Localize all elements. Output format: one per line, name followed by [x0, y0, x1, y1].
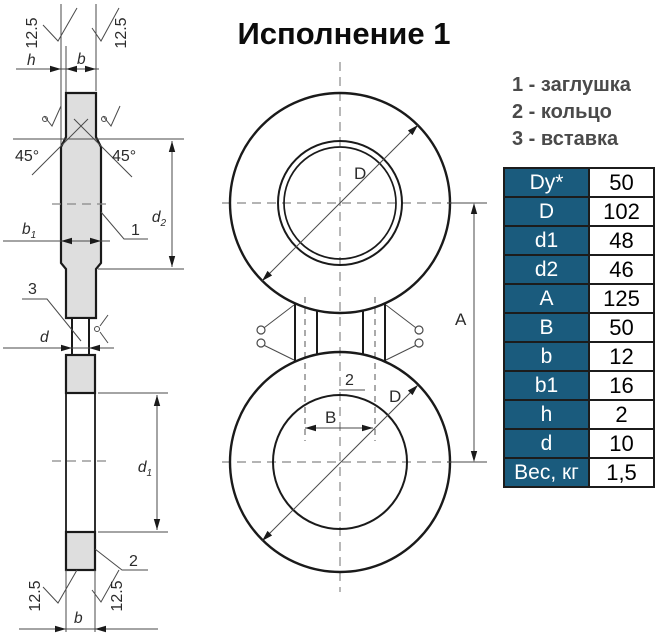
- param-cell: Dy*: [504, 168, 589, 197]
- ring-section-top: [66, 355, 95, 393]
- dim-label-B: B: [325, 408, 337, 427]
- plug-section-outline: [61, 93, 101, 318]
- ring-section-bottom: [66, 532, 95, 570]
- weld-mark-circle: [415, 326, 423, 334]
- param-cell: D: [504, 197, 589, 226]
- dim-label-d1: $d_1$: [137, 459, 152, 479]
- table-row: [504, 168, 654, 197]
- table-row: [504, 255, 654, 284]
- value-cell: 102: [589, 197, 654, 226]
- dim-label-A: A: [455, 310, 467, 329]
- roughness-label-bottom-right: 12.5: [109, 580, 126, 612]
- table-row: [504, 429, 654, 458]
- dim-label-D-top: D: [354, 164, 367, 183]
- extension-and-dim-lines: [447, 203, 487, 462]
- param-cell: Вес, кг: [504, 458, 589, 487]
- param-cell: d2: [504, 255, 589, 284]
- table-row: [504, 342, 654, 371]
- leader-line: [101, 212, 148, 239]
- roughness-label-top-right: 12.5: [113, 17, 130, 49]
- dim-label-d: d: [40, 329, 49, 346]
- part2-side-callout: [95, 549, 148, 570]
- weld-mark-circle: [257, 326, 265, 334]
- value-cell: 1,5: [589, 458, 654, 487]
- value-cell: 10: [589, 429, 654, 458]
- value-cell: 2: [589, 400, 654, 429]
- legend-item-ring: 2 - кольцо: [512, 101, 612, 123]
- leader-line: [95, 549, 148, 570]
- table-row: [504, 458, 654, 487]
- roughness-check-bottom-left-icon: [43, 570, 77, 603]
- value-cell: 125: [589, 284, 654, 313]
- part2-front-callout: [339, 372, 365, 390]
- param-cell: b1: [504, 371, 589, 400]
- dimension-A: [447, 203, 487, 462]
- dim-label-h: h: [27, 52, 36, 69]
- dimension-d: [3, 329, 114, 351]
- param-cell: d1: [504, 226, 589, 255]
- param-cell: h: [504, 400, 589, 429]
- part2-front-label: 2: [345, 372, 354, 389]
- ring-outer-edges: [66, 393, 95, 532]
- roughness-label-top-left: 12.5: [24, 17, 41, 49]
- value-cell: 16: [589, 371, 654, 400]
- part1-callout: [101, 212, 148, 239]
- page-title: Исполнение 1: [237, 16, 451, 51]
- angle-label-left: 45°: [15, 148, 40, 165]
- weld-mark-circle: [415, 339, 423, 347]
- dimension-h-b: [16, 51, 99, 72]
- table-row: [504, 400, 654, 429]
- parts-legend: [512, 72, 631, 153]
- insert-roughness-circle: [95, 327, 100, 332]
- param-cell: d: [504, 429, 589, 458]
- extension-and-dim-lines: [98, 393, 168, 532]
- dim-label-b-top: b: [77, 51, 86, 68]
- insert-roughness-icon: [100, 315, 108, 343]
- chamfer-roughness-right-icon: [103, 106, 120, 126]
- roughness-label-bottom-left: 12.5: [27, 580, 44, 612]
- weld-mark-circle: [257, 339, 265, 347]
- value-cell: 50: [589, 313, 654, 342]
- param-cell: b: [504, 342, 589, 371]
- dimensions-table: [503, 167, 655, 488]
- part2-label: 2: [129, 553, 138, 570]
- legend-item-insert: 3 - вставка: [512, 128, 619, 150]
- param-cell: B: [504, 313, 589, 342]
- dim-label-b-bottom: b: [74, 610, 83, 627]
- dimension-d1: [98, 393, 168, 532]
- part1-label: 1: [131, 222, 140, 239]
- value-cell: 12: [589, 342, 654, 371]
- table-row: [504, 197, 654, 226]
- legend-item-plug: 1 - заглушка: [512, 74, 631, 96]
- angle-label-right: 45°: [112, 148, 137, 165]
- arrowheads: [50, 66, 96, 72]
- roughness-check-top-left-icon: [43, 8, 77, 41]
- dim-label-b1: $b_1$: [22, 221, 37, 241]
- value-cell: 48: [589, 226, 654, 255]
- front-view: [222, 62, 487, 592]
- dimension-b-bottom: [19, 610, 158, 632]
- param-cell: A: [504, 284, 589, 313]
- dim-label-d2: $d_2$: [151, 209, 166, 229]
- table-row: [504, 313, 654, 342]
- side-view: [3, 4, 184, 632]
- table-row: [504, 371, 654, 400]
- part3-label: 3: [28, 281, 37, 298]
- table-row: [504, 284, 654, 313]
- value-cell: 50: [589, 168, 654, 197]
- dimension-B: [305, 408, 373, 431]
- insert-section: [72, 318, 89, 355]
- chamfer-roughness-left-icon: [44, 106, 61, 126]
- dim-label-D-bottom: D: [389, 387, 402, 406]
- table-row: [504, 226, 654, 255]
- value-cell: 46: [589, 255, 654, 284]
